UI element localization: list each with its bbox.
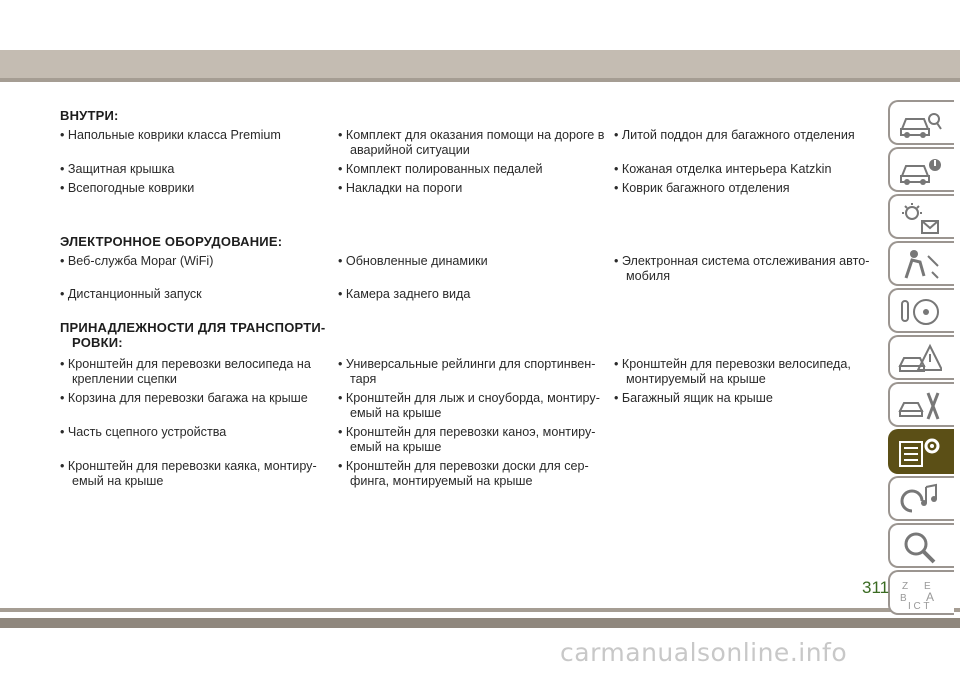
emergency-icon bbox=[898, 342, 942, 376]
list-item bbox=[338, 459, 608, 489]
svg-text:I C T: I C T bbox=[908, 601, 930, 611]
tab-car-info[interactable] bbox=[888, 100, 954, 145]
footer-band-line bbox=[0, 608, 960, 612]
list-item bbox=[60, 459, 330, 489]
section-title-transport bbox=[60, 320, 325, 350]
list-item: • Напольные коврики класса Premium bbox=[60, 128, 281, 142]
list-item: • Литой поддон для багажного отделения bbox=[614, 128, 855, 142]
list-item bbox=[338, 128, 608, 158]
list-item-line: • Кронштейн для перевозки каноэ, монтиру- bbox=[338, 425, 596, 439]
page-number: 311 bbox=[862, 578, 890, 597]
list-item bbox=[60, 357, 330, 387]
car-warning-icon bbox=[898, 154, 942, 188]
svg-text:B: B bbox=[900, 593, 907, 604]
safety-icon bbox=[898, 248, 942, 282]
list-item-line: • Электронная система отслеживания авто- bbox=[614, 254, 870, 268]
section-title-line: РОВКИ: bbox=[72, 335, 123, 350]
list-item: • Всепогодные коврики bbox=[60, 181, 195, 195]
list-item: • Веб-служба Mopar (WiFi) bbox=[60, 254, 214, 268]
svg-text:A: A bbox=[926, 590, 935, 604]
list-item: • Комплект полированных педалей bbox=[338, 162, 543, 176]
technical-specs-icon bbox=[898, 436, 942, 470]
list-item: • Корзина для перевозки багажа на крыше bbox=[60, 391, 308, 405]
list-item: • Дистанционный запуск bbox=[60, 287, 202, 301]
section-title-line: ПРИНАДЛЕЖНОСТИ ДЛЯ ТРАНСПОРТИ- bbox=[60, 320, 326, 335]
list-item-line: емый на крыше bbox=[350, 440, 442, 454]
list-item: • Кожаная отделка интерьера Katzkin bbox=[614, 162, 832, 176]
list-item: • Часть сцепного устройства bbox=[60, 425, 227, 439]
tab-safety[interactable] bbox=[888, 241, 954, 286]
list-item-line: аварийной ситуации bbox=[350, 143, 470, 157]
tab-multimedia[interactable] bbox=[888, 476, 954, 521]
list-item bbox=[614, 357, 884, 387]
tab-car-warning[interactable] bbox=[888, 147, 954, 192]
multimedia-icon bbox=[898, 483, 942, 517]
search-icon bbox=[898, 530, 942, 564]
tab-search[interactable] bbox=[888, 523, 954, 568]
footer-band bbox=[0, 618, 960, 628]
list-item-line: таря bbox=[350, 372, 377, 386]
list-item: • Камера заднего вида bbox=[338, 287, 471, 301]
list-item-line: креплении сцепки bbox=[72, 372, 177, 386]
list-item: • Обновленные динамики bbox=[338, 254, 488, 268]
tab-emergency[interactable] bbox=[888, 335, 954, 380]
tab-service[interactable] bbox=[888, 382, 954, 427]
index-icon bbox=[898, 577, 942, 611]
list-item: • Защитная крышка bbox=[60, 162, 175, 176]
list-item: • Коврик багажного отделения bbox=[614, 181, 790, 195]
car-info-icon bbox=[898, 107, 942, 141]
list-item bbox=[338, 357, 608, 387]
svg-text:Z: Z bbox=[902, 581, 909, 592]
list-item-line: емый на крыше bbox=[350, 406, 442, 420]
svg-text:E: E bbox=[924, 581, 931, 592]
watermark: carmanualsonline.info bbox=[560, 638, 848, 667]
service-icon bbox=[898, 389, 942, 423]
list-item-line: монтируемый на крыше bbox=[626, 372, 766, 386]
list-item bbox=[338, 391, 608, 421]
list-item-line: • Кронштейн для перевозки велосипеда, bbox=[614, 357, 851, 371]
list-item-line: • Кронштейн для перевозки каяка, монтиру- bbox=[60, 459, 317, 473]
starting-driving-icon bbox=[898, 295, 942, 329]
list-item-line: • Универсальные рейлинги для спортинвен- bbox=[338, 357, 596, 371]
list-item-line: • Кронштейн для перевозки велосипеда на bbox=[60, 357, 311, 371]
tab-starting-driving[interactable] bbox=[888, 288, 954, 333]
dashboard-lights-icon bbox=[898, 201, 942, 235]
section-title-interior: ВНУТРИ: bbox=[60, 108, 119, 123]
list-item-line: финга, монтируемый на крыше bbox=[350, 474, 533, 488]
list-item-line: • Комплект для оказания помощи на дороге в bbox=[338, 128, 605, 142]
tab-index[interactable] bbox=[888, 570, 954, 615]
tab-technical-specs[interactable] bbox=[888, 429, 954, 474]
section-title-electronics: ЭЛЕКТРОННОЕ ОБОРУДОВАНИЕ: bbox=[60, 234, 283, 249]
list-item bbox=[614, 254, 884, 284]
tab-dashboard-lights[interactable] bbox=[888, 194, 954, 239]
list-item-line: • Кронштейн для перевозки доски для сер- bbox=[338, 459, 589, 473]
list-item bbox=[338, 425, 608, 455]
list-item: • Накладки на пороги bbox=[338, 181, 463, 195]
list-item-line: мобиля bbox=[626, 269, 671, 283]
header-band bbox=[0, 50, 960, 78]
list-item-line: • Кронштейн для лыж и сноуборда, монтиру- bbox=[338, 391, 600, 405]
list-item-line: емый на крыше bbox=[72, 474, 164, 488]
header-band-line bbox=[0, 78, 960, 82]
list-item: • Багажный ящик на крыше bbox=[614, 391, 773, 405]
